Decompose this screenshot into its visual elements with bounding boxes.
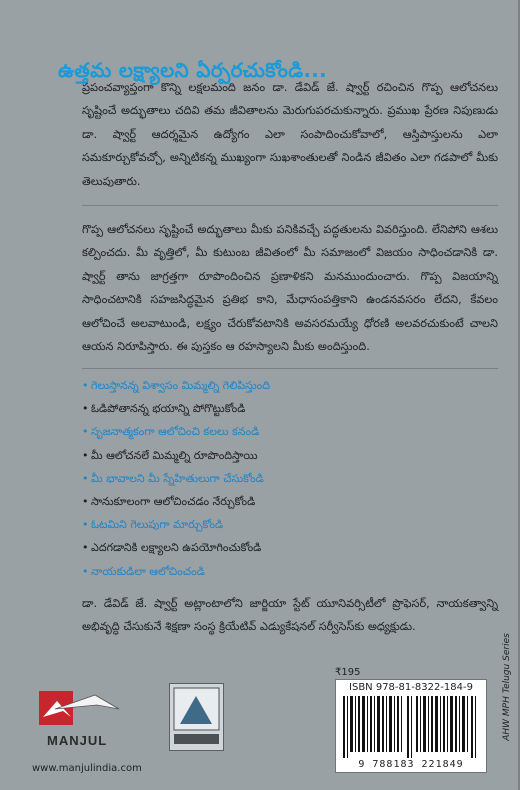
publisher-emblem-icon (169, 683, 224, 751)
series-label (499, 600, 515, 780)
bullet-item: • మీ ఆలోచనలే మిమ్మల్ని రూపొందిస్తాయి (82, 444, 382, 467)
bullet-list (82, 374, 382, 583)
isbn: ISBN 978-81-8322-184-9 (349, 682, 473, 693)
bullet-item: • సానుకూలంగా ఆలోచించడం నేర్చుకోండి (82, 490, 382, 513)
description-paragraph: గొప్ప ఆలోచనలు సృష్టించే అద్భుతాలు మీకు పనికివచ్చే పద్ధతులను వివరిస్తుంది. లేనిపోని ఆశలు కల్పించదు. మీ వృత్తిలో, మీ కుటుంబ జీవితంలో మీ సమాజంలో విజయం సాధించడానికి డా. ష్వార్ట్ తాను జాగ్రత్తగా రూపొందించిన ప్రణాళికని మనముందుంచారు. గొప్ప విజయాన్ని సాధించటానికి సహజసిద్ధమైన ప్రతిభ కాని, మేధాసంపత్తికాని ఉండనవసరం లేదని, కేవలం ఆలోచించే అలవాటుండి, లక్ష్యం చేరుకోవటానికి అవసరమయ్యే ధోరణి అలవరచుకుంటే చాలని ఆయన నిరూపిస్తారు. ఈ పుస్తకం ఆ రహస్యాలని మీకు అందిస్తుంది. (82, 223, 498, 354)
barcode-icon (341, 696, 481, 758)
barcode-number: 9 788183 221849 (358, 759, 464, 770)
manjul-logo (35, 687, 135, 757)
website: www.manjulindia.com (32, 763, 142, 774)
bullet-item: • గెలుస్తానన్న విశ్వాసం మిమ్మల్ని గెలిపిస్తుంది (82, 374, 382, 397)
publisher-name: MANJUL (47, 733, 108, 748)
bullet-item: • సృజనాత్మకంగా ఆలోచించి కలలు కనండి (82, 420, 382, 443)
bird-logo-icon (35, 687, 135, 735)
isbn-block (335, 679, 487, 773)
intro-paragraph: ప్రపంచవ్యాప్తంగా కొన్ని లక్షలమంది జనం డా. డేవిడ్ జే. ష్వార్ట్ రచించిన గొప్ప ఆలోచనలు సృష్టించే అద్భుతాలు చదివి తమ జీవితాలను మెరుగుపరచుకున్నారు. ప్రముఖ ప్రేరణ నిపుణుడు డా. ష్వార్ట్ ఆదర్శమైన ఉద్యోగం ఎలా సంపాదించుకోవాలో, ఆస్తిపాస్తులను ఎలా సమకూర్చుకోవచ్చో, అన్నిటికన్న ముఖ్యంగా సుఖశాంతులతో నిండిన జీవితం ఎలా గడపాలో మీకు తెలుపుతారు. (82, 81, 498, 188)
divider (82, 368, 498, 369)
bullet-item: • ఓటమిని గెలుపుగా మార్చుకోండి (82, 513, 382, 536)
bullet-item: • మీ భావాలని మీ స్నేహితులుగా చేసుకోండి (82, 467, 382, 490)
bullet-item: • నాయకుడిలా ఆలోచించండి (82, 560, 382, 583)
bullet-item: • ఎదగడానికి లక్ష్యాలని ఉపయోగించుకోండి (82, 536, 382, 559)
price: ₹195 (335, 667, 361, 678)
headline: ఉత్తమ లక్ష్యాలని ఏర్పరచుకోండి... (58, 58, 328, 82)
bullet-item: • ఓడిపోతానన్న భయాన్ని పోగొట్టుకోండి (82, 397, 382, 420)
divider (82, 205, 498, 206)
author-bio: డా. డేవిడ్ జే. ష్వార్ట్ అట్లాంటాలోని జార్జియా స్టేట్ యూనివర్సిటీలో ప్రొఫెసర్, నాయకత్వాన్ని అభివృద్ధి చేసుకునే శిక్షణా సంస్థ క్రియేటివ్ ఎడ్యుకేషనల్ సర్వీసెస్‌కు అధ్యక్షుడు. (82, 597, 498, 634)
series-text: AHW MPH Telugu Series (502, 633, 512, 741)
